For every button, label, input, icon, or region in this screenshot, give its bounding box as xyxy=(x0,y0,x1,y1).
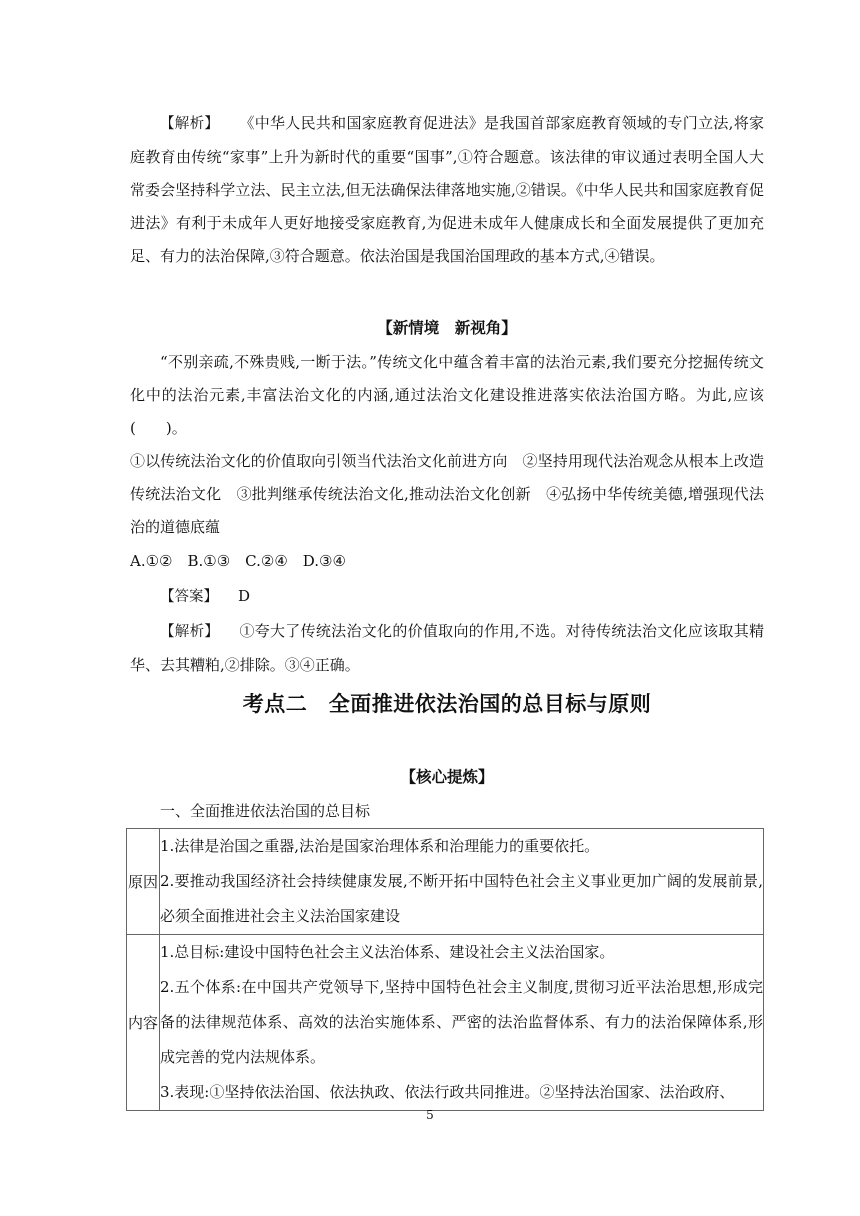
question-stem: “不别亲疏,不殊贵贱,一断于法。”传统文化中蕴含着丰富的法治元素,我们要充分挖掘传统文化中的法治元素,丰富法治文化的内涵,通过法治文化建设推进落实依法治国方略。为此,应该( )。 xyxy=(130,353,764,437)
row-header: 内容 xyxy=(127,935,160,1111)
answer-line xyxy=(130,580,764,614)
cell-line: 2.五个体系:在中国共产党领导下,坚持中国特色社会主义制度,贯彻习近平法治思想,形成完备的法律规范体系、高效的法治实施体系、严密的法治监督体系、有力的法治保障体系,形成完善的党内法规体系。 xyxy=(160,978,763,1066)
answer-tag: 【答案】 xyxy=(160,589,218,605)
table-cell xyxy=(160,935,764,1111)
question-options: A.①② B.①③ C.②④ D.③④ xyxy=(130,552,346,570)
new-context-heading: 【新情境 新视角】 xyxy=(377,319,517,337)
analysis-text: 《中华人民共和国家庭教育促进法》是我国首部家庭教育领域的专门立法,将家庭教育由传统“家事”上升为新时代的重要“国事”,①符合题意。该法律的审议通过表明全国人大常委会坚持科学立法、民主立法,但无法确保法律落地实施,②错误。《中华人民共和国家庭教育促进法》有利于未成年人更好地接受家庭教育,为促进未成年人健康成长和全面发展提供了更加充足、有力的法治保障,③符合题意。依法治国是我国治国理政的基本方式,④错误。 xyxy=(130,114,764,265)
analysis-paragraph-2 xyxy=(130,615,764,682)
sub-heading: 一、全面推进依法治国的总目标 xyxy=(160,802,371,820)
analysis-tag: 【解析】 xyxy=(160,116,220,132)
question-statements: ①以传统法治文化的价值取向引领当代法治文化前进方向 ②坚持用现代法治观念从根本上改造传统法治文化 ③批判继承传统法治文化,推动法治文化创新 ④弘扬中华传统美德,增强现代法治的道德底蕴 xyxy=(130,452,764,536)
table-cell xyxy=(160,829,764,935)
cell-line: 1.总目标:建设中国特色社会主义法治体系、建设社会主义法治国家。 xyxy=(160,943,615,961)
cell-line: 3.表现:①坚持依法治国、依法执政、依法行政共同推进。②坚持法治国家、法治政府、 xyxy=(160,1083,735,1101)
analysis-tag-2: 【解析】 xyxy=(160,624,220,640)
analysis-paragraph xyxy=(130,107,764,273)
cell-line: 2.要推动我国经济社会持续健康发展,不断开拓中国特色社会主义事业更加广阔的发展前景,必须全面推进社会主义法治国家建设 xyxy=(160,872,763,925)
table-row xyxy=(127,829,764,935)
table-row xyxy=(127,935,764,1111)
answer-value: D xyxy=(238,587,251,605)
cell-line: 1.法律是治国之重器,法治是国家治理体系和治理能力的重要依托。 xyxy=(160,837,600,855)
section-title: 考点二 全面推进依法治国的总目标与原则 xyxy=(242,692,652,716)
analysis-text-2: ①夸大了传统法治文化的价值取向的作用,不选。对待传统法治文化应该取其精华、去其糟粕,②排除。③④正确。 xyxy=(130,622,764,674)
summary-table xyxy=(126,828,764,1111)
core-heading: 【核心提炼】 xyxy=(400,768,494,786)
row-header: 原因 xyxy=(127,829,160,935)
page-number: 5 xyxy=(426,1108,434,1122)
